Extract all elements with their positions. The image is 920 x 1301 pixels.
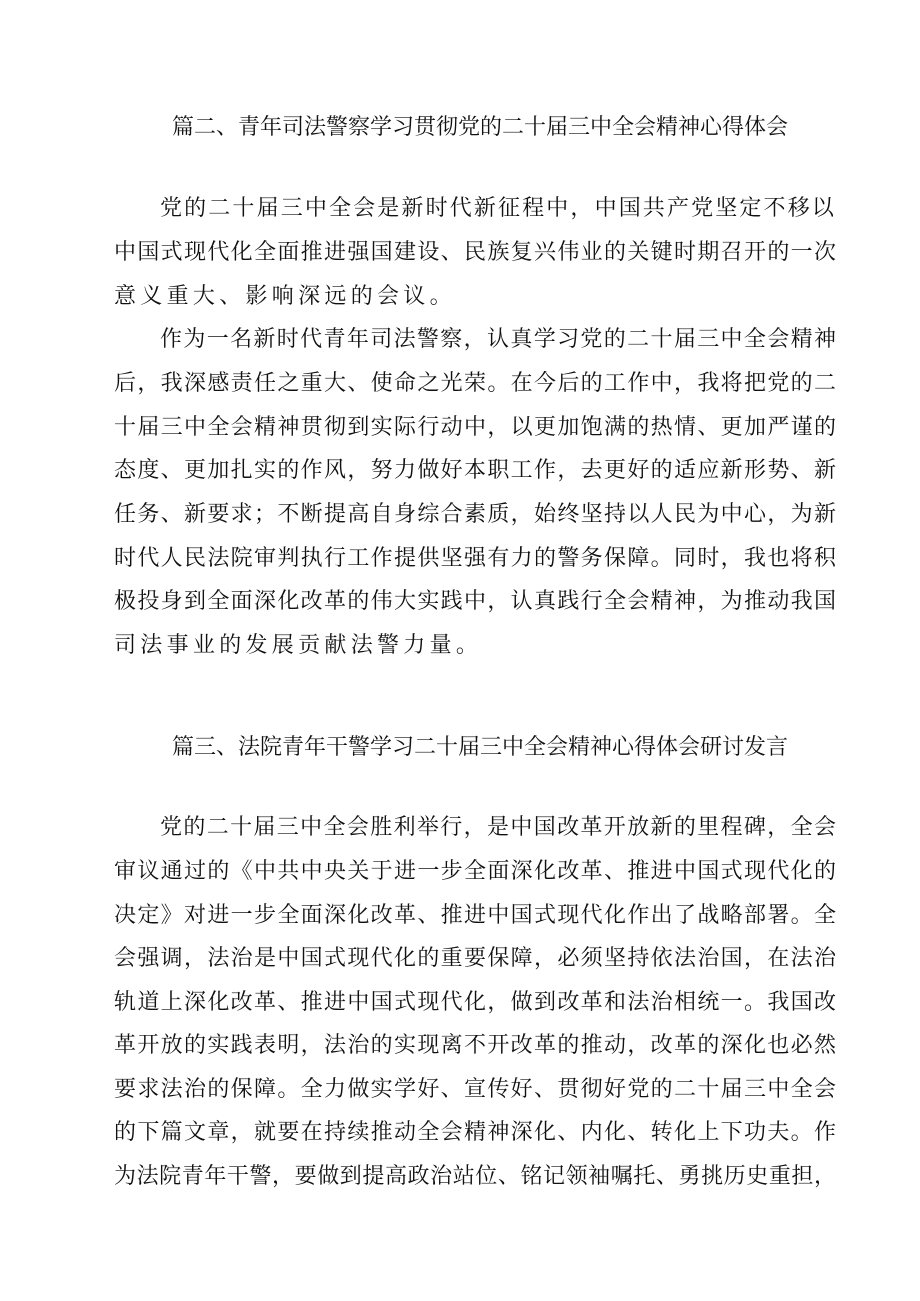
- section-3-line: 审议通过的《中共中央关于进一步全面深化改革、推进中国式现代化的: [114, 859, 838, 884]
- section-3-line: 决定》对进一步全面深化改革、推进中国式现代化作出了战略部署。全: [114, 903, 838, 928]
- section-2-line: 时代人民法院审判执行工作提供坚强有力的警务保障。同时，我也将积: [114, 546, 838, 571]
- section-2-line: 任务、新要求；不断提高自身综合素质，始终坚持以人民为中心，为新: [114, 502, 838, 527]
- section-3-line: 轨道上深化改革、推进中国式现代化，做到改革和法治相统一。我国改: [114, 990, 838, 1015]
- section-3-line: 革开放的实践表明，法治的实现离不开改革的推动，改革的深化也必然: [114, 1033, 838, 1058]
- section-2-line: 作为一名新时代青年司法警察，认真学习党的二十届三中全会精神: [160, 327, 838, 352]
- section-3-heading: [0, 722, 920, 762]
- section-2-heading: [0, 102, 920, 142]
- section-2-line: 后，我深感责任之重大、使命之光荣。在今后的工作中，我将把党的二: [114, 371, 838, 396]
- section-2-line: 中国式现代化全面推进强国建设、民族复兴伟业的关键时期召开的一次: [114, 240, 838, 265]
- section-2-line: 司法事业的发展贡献法警力量。: [114, 633, 483, 658]
- section-3-line: 党的二十届三中全会胜利举行，是中国改革开放新的里程碑，全会: [160, 815, 838, 840]
- section-2-line: 十届三中全会精神贯彻到实际行动中，以更加饱满的热情、更加严谨的: [114, 415, 838, 440]
- section-3-line: 的下篇文章，就要在持续推动全会精神深化、内化、转化上下功夫。作: [114, 1120, 838, 1145]
- section-2-title: 篇二、青年司法警察学习贯彻党的二十届三中全会精神心得体会: [172, 115, 789, 140]
- section-3-line: 要求法治的保障。全力做实学好、宣传好、贯彻好党的二十届三中全会: [114, 1077, 838, 1102]
- section-2-line: 意义重大、影响深远的会议。: [114, 284, 456, 309]
- section-2-line: 党的二十届三中全会是新时代新征程中，中国共产党坚定不移以: [160, 196, 836, 221]
- section-2-line: 极投身到全面深化改革的伟大实践中，认真践行全会精神，为推动我国: [114, 589, 838, 614]
- section-2-line: 态度、更加扎实的作风，努力做好本职工作，去更好的适应新形势、新: [114, 458, 838, 483]
- section-3-line: 为法院青年干警，要做到提高政治站位、铭记领袖嘱托、勇挑历史重担，: [114, 1164, 837, 1189]
- section-3-line: 会强调，法治是中国式现代化的重要保障，必须坚持依法治国，在法治: [114, 946, 838, 971]
- section-3-title: 篇三、法院青年干警学习二十届三中全会精神心得体会研讨发言: [172, 735, 789, 760]
